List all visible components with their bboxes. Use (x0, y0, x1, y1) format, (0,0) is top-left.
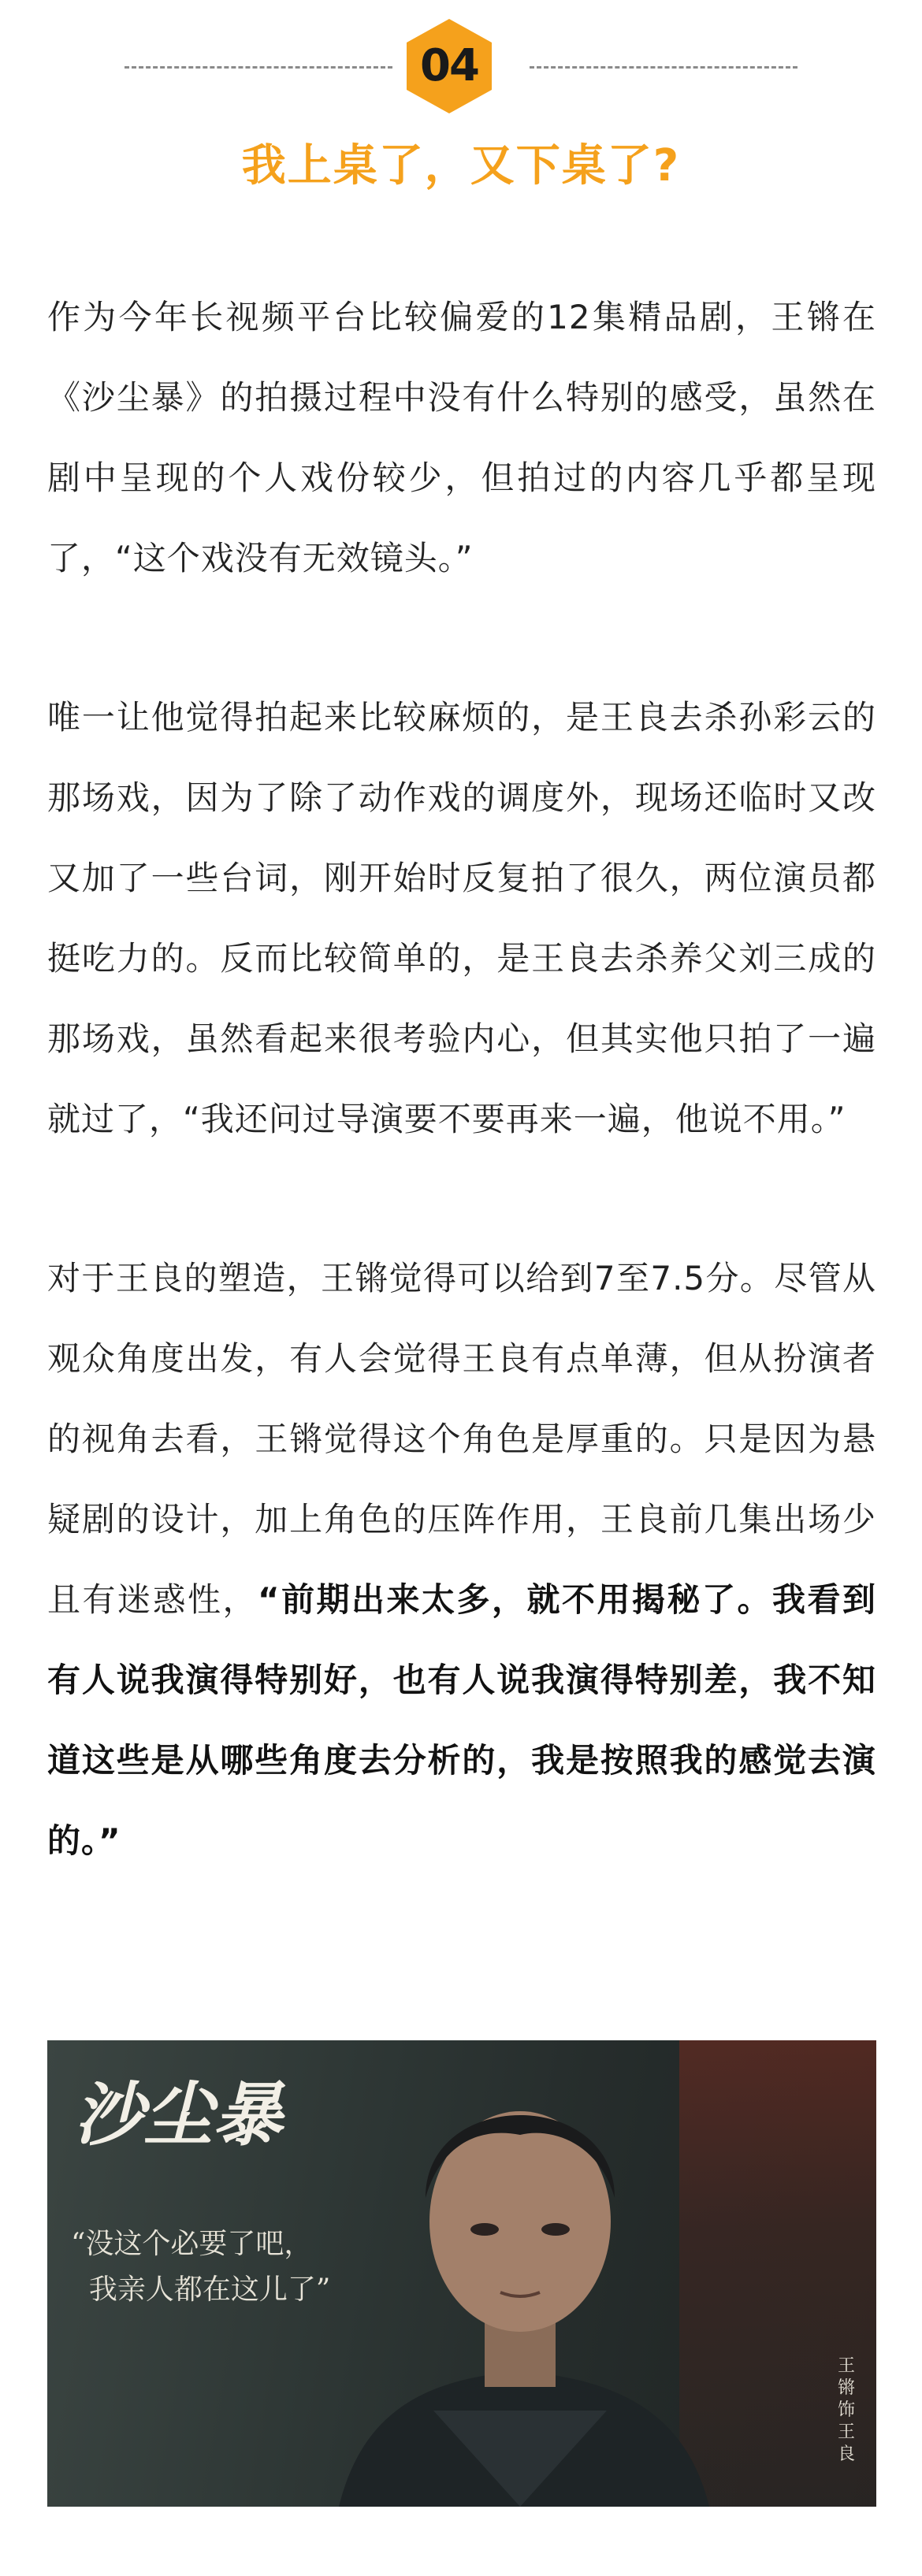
drama-logo-text: 沙尘暴 (74, 2073, 283, 2155)
paragraph-3-bold-quote: “前期出来太多，就不用揭秘了。我看到有人说我演得特别好，也有人说我演得特别差，我不知道这些是从哪些角度去分析的，我是按照我的感觉去演的。” (47, 1580, 876, 1860)
section-title: 我上桌了，又下桌了? (241, 140, 681, 191)
dashed-divider-right (530, 66, 797, 69)
section-number: 04 (420, 40, 478, 91)
paragraph-2: 唯一让他觉得拍起来比较麻烦的，是王良去杀孙彩云的那场戏，因为了除了动作戏的调度外，现场还临时又改又加了一些台词，刚开始时反复拍了很久，两位演员都挺吃力的。反而比较简单的，是王良去杀养父刘三成的那场戏，虽然看起来很考验内心，但其实他只拍了一遍就过了，“我还问过导演要不要再来一遍，他说不用。” (47, 698, 876, 1138)
paragraph-3 (47, 1238, 876, 1881)
actor-credit: 王锵 饰 王良 (837, 2356, 855, 2464)
paragraph-1: 作为今年长视频平台比较偏爱的12集精品剧，王锵在《沙尘暴》的拍摄过程中没有什么特别的感受，虽然在剧中呈现的个人戏份较少，但拍过的内容几乎都呈现了，“这个戏没有无效镜头。” (47, 298, 876, 577)
dashed-divider-left (125, 66, 392, 69)
actor-figure (315, 2040, 725, 2507)
article-body (47, 277, 876, 1960)
drama-logo (66, 2064, 303, 2166)
drama-still-image (47, 2040, 876, 2507)
section-number-badge (399, 16, 500, 117)
paragraph-3-text: 对于王良的塑造，王锵觉得可以给到7至7.5分。尽管从观众角度出发，有人会觉得王良有点单薄，但从扮演者的视角去看，王锵觉得这个角色是厚重的。只是因为悬疑剧的设计，加上角色的压阵作用，王良前几集出场少且有迷惑性， (47, 1259, 876, 1619)
poster-quote: “没这个必要了吧， 我亲人都在这儿了” (71, 2228, 331, 2306)
section-header (0, 0, 922, 205)
